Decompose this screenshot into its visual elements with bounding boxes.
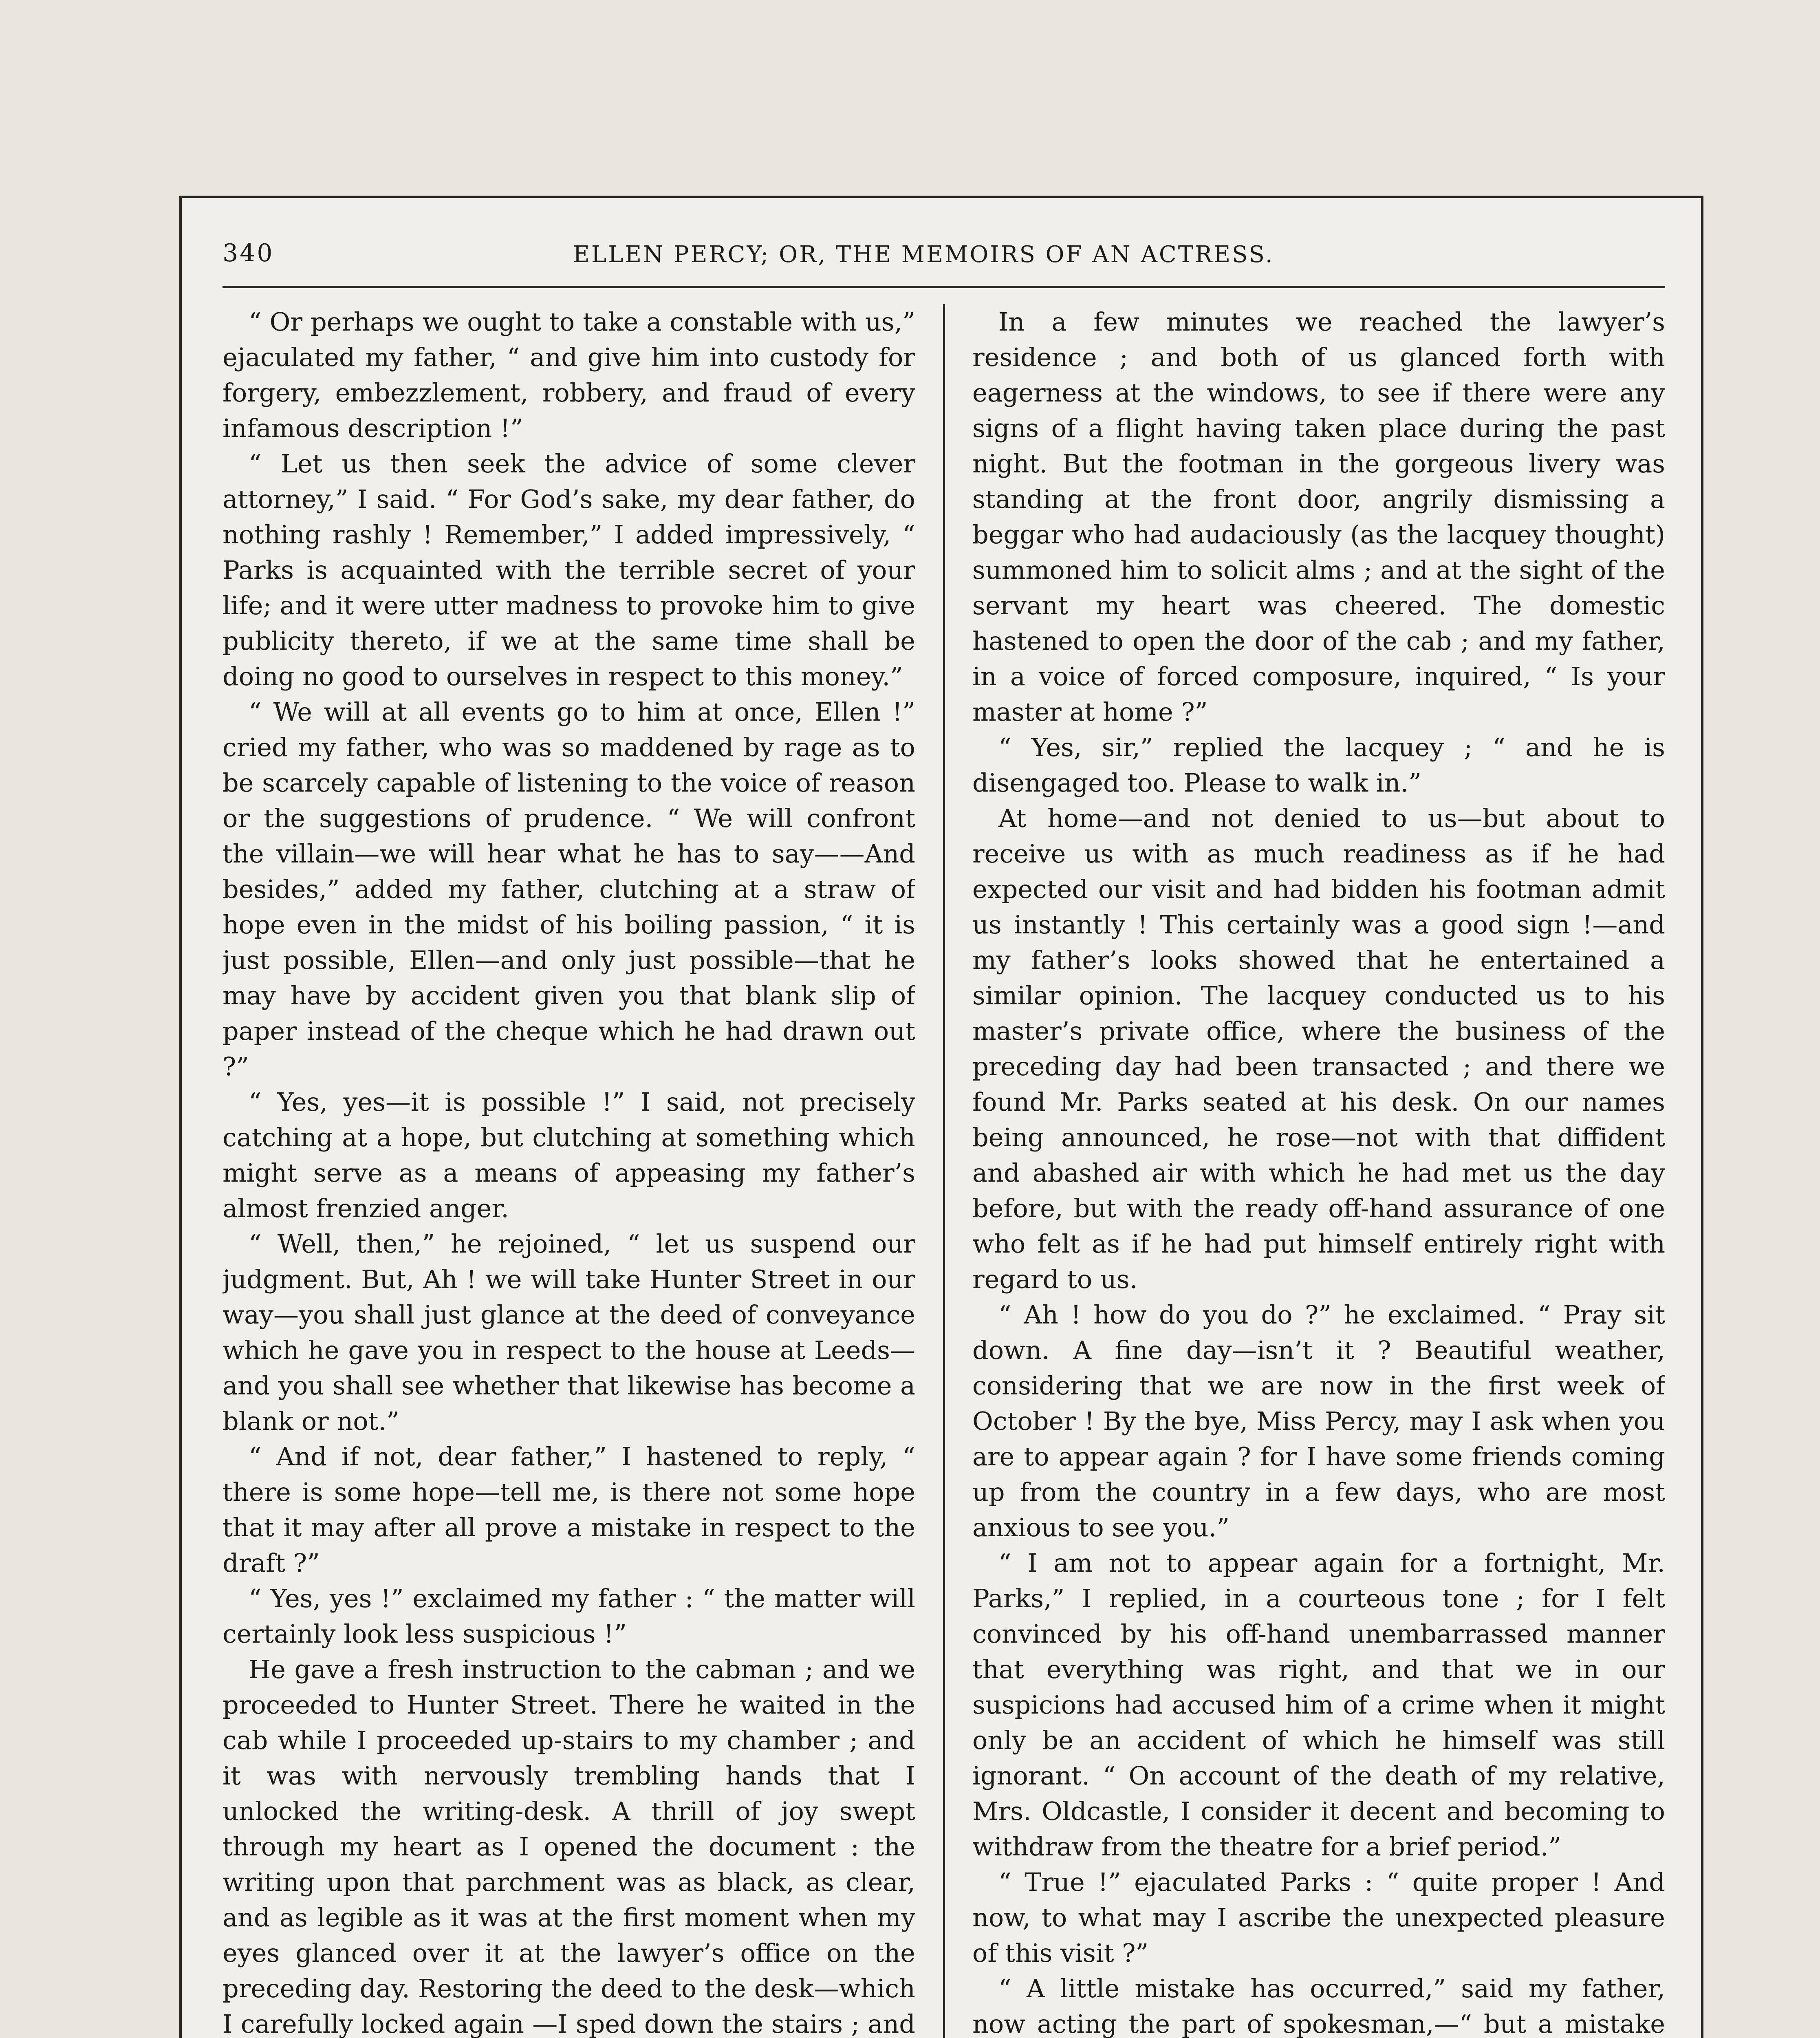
- paragraph: In a few minutes we reached the lawyer’s residence ; and both of us glanced forth with eagerness at the windows, to see if there were any signs of a flight having taken place during the past night. But the footman in the gorgeous livery was standing at the front door, angrily dismissing a beggar who had audaciously (as the lacquey thought) summoned him to solicit alms ; and at the sight of the servant my heart was cheered. The domestic hastened to open the door of the cab ; and my father, in a voice of forced composure, inquired, “ Is your master at home ?”: [972, 307, 1665, 727]
- header-rule: [223, 286, 1665, 288]
- paragraph: “ Well, then,” he rejoined, “ let us suspend our judgment. But, Ah ! we will take Hunter Street in our way—you shall just glance at the deed of conveyance which he gave you in respect to the house at Leeds—and you shall see whether that likewise has become a blank or not.”: [223, 1229, 915, 1436]
- paragraph: “ We will at all events go to him at once, Ellen !” cried my father, who was so maddened by rage as to be scarcely capable of listening to the voice of reason or the suggestions of prudence. “ We will confront the villain—we will hear what he has to say——And besides,” added my father, clutching at a straw of hope even in the midst of his boiling passion, “ it is just possible, Ellen—and only just possible—that he may have by accident given you that blank slip of paper instead of the cheque which he had drawn out ?”: [223, 697, 915, 1081]
- book-page: [179, 196, 1703, 2038]
- running-title: ELLEN PERCY; OR, THE MEMOIRS OF AN ACTRESS.: [573, 241, 1274, 268]
- right-column: [972, 304, 1665, 2038]
- paragraph: “ Yes, yes !” exclaimed my father : “ the matter will certainly look less suspicious !”: [223, 1584, 915, 1649]
- paragraph: “ And if not, dear father,” I hastened to reply, “ there is some hope—tell me, is there not some hope that it may after all prove a mistake in respect to the draft ?”: [223, 1442, 915, 1578]
- paragraph: “ True !” ejaculated Parks : “ quite proper ! And now, to what may I ascribe the unexpected pleasure of this visit ?”: [972, 1867, 1665, 1968]
- page-header: [223, 239, 1665, 271]
- paragraph: “ Or perhaps we ought to take a constable with us,” ejaculated my father, “ and give him into custody for forgery, embezzlement, robbery, and fraud of every infamous description !”: [223, 307, 915, 443]
- left-column: [223, 304, 915, 2038]
- paragraph: “ I am not to appear again for a fortnight, Mr. Parks,” I replied, in a courteous tone ; for I felt convinced by his off-hand unembarrassed manner that everything was right, and that we in our suspicions had accused him of a crime when it might only be an accident of which he himself was still ignorant. “ On account of the death of my relative, Mrs. Oldcastle, I consider it decent and becoming to withdraw from the theatre for a brief period.”: [972, 1548, 1665, 1862]
- column-divider: [943, 304, 945, 2038]
- page-number: 340: [223, 239, 274, 267]
- paragraph: At home—and not denied to us—but about to receive us with as much readiness as if he had expected our visit and had bidden his footman admit us instantly ! This certainly was a good sign !—and my father’s looks showed that he entertained a similar opinion. The lacquey conducted us to his master’s private office, where the business of the preceding day had been transacted ; and there we found Mr. Parks seated at his desk. On our names being announced, he rose—not with that diffident and abashed air with which he had met us the day before, but with the ready off-hand assurance of one who felt as if he had put himself entirely right with regard to us.: [972, 803, 1665, 1294]
- paragraph: “ A little mistake has occurred,” said my father, now acting the part of spokesman,—“ but a mistake: [972, 1974, 1665, 2038]
- paragraph: He gave a fresh instruction to the cabman ; and we proceeded to Hunter Street. There he waited in the cab while I proceeded up-stairs to my chamber ; and it was with nervously trembling hands that I unlocked the writing-desk. A thrill of joy swept through my heart as I opened the document : the writing upon that parchment was as black, as clear, and as legible as it was at the first moment when my eyes glanced over it at the lawyer’s office on the preceding day. Restoring the deed to the desk—which I carefully locked again —I sped down the stairs ; and: [223, 1654, 915, 2038]
- paragraph: “ Yes, yes—it is possible !” I said, not precisely catching at a hope, but clutching at something which might serve as a means of appeasing my father’s almost frenzied anger.: [223, 1087, 915, 1223]
- paragraph: “ Let us then seek the advice of some clever attorney,” I said. “ For God’s sake, my dear father, do nothing rashly ! Remember,” I added impressively, “ Parks is acquainted with the terrible secret of your life; and it were utter madness to provoke him to give publicity thereto, if we at the same time shall be doing no good to ourselves in respect to this money.”: [223, 449, 915, 691]
- paragraph: “ Yes, sir,” replied the lacquey ; “ and he is disengaged too. Please to walk in.”: [972, 732, 1665, 798]
- paragraph: “ Ah ! how do you do ?” he exclaimed. “ Pray sit down. A fine day—isn’t it ? Beautiful weather, considering that we are now in the first week of October ! By the bye, Miss Percy, may I ask when you are to appear again ? for I have some friends coming up from the country in a few days, who are most anxious to see you.”: [972, 1300, 1665, 1542]
